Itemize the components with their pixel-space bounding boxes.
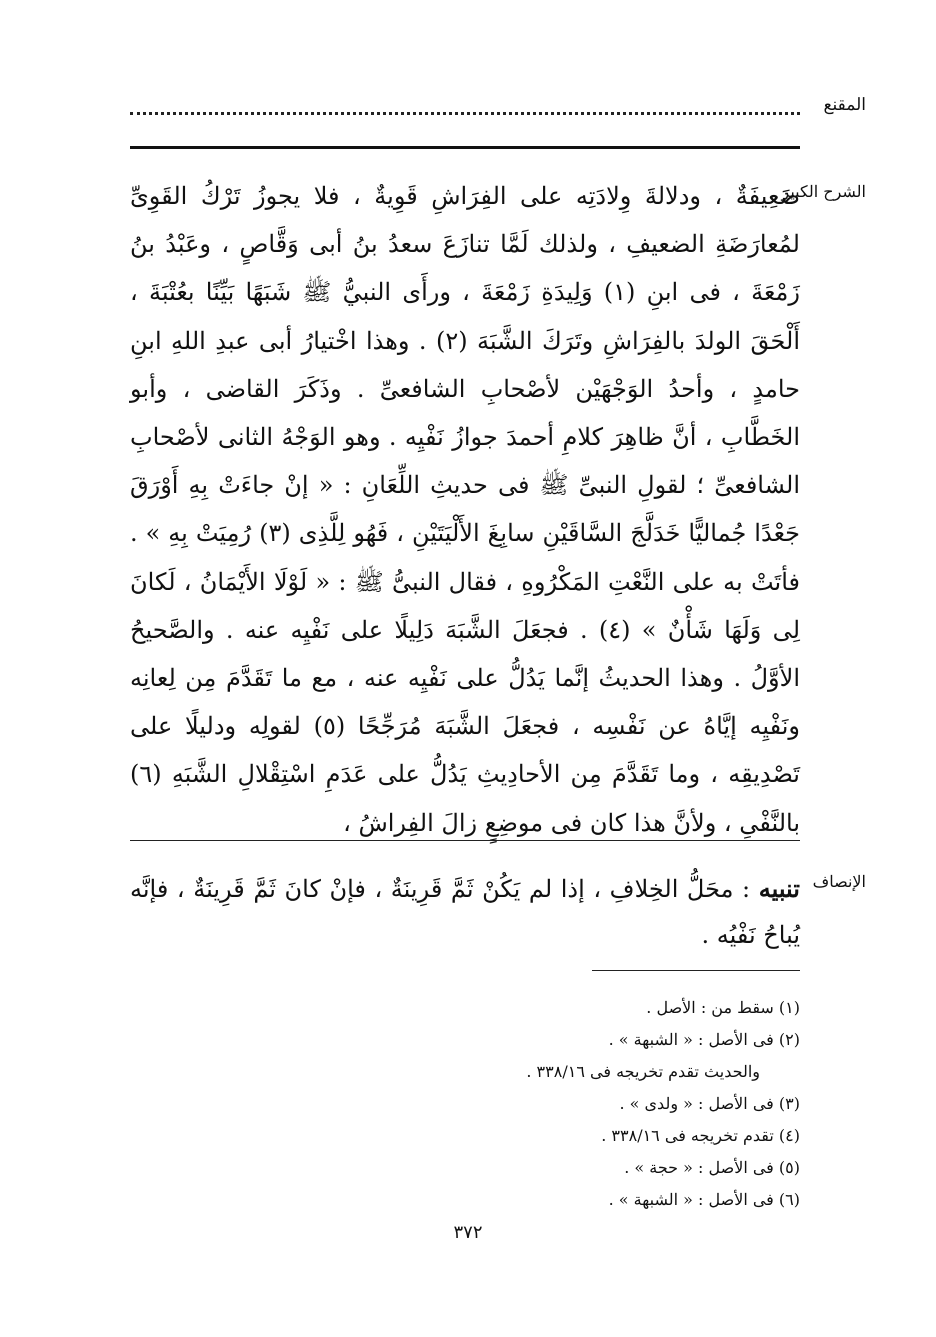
sharh-paragraph: ضَعِيفَةٌ ، ودلالةَ وِلادَتِه على الفِرَاشِ قَوِيةٌ ، فلا يجوزُ تَرْكُ القَوِىِّ لمُعارَضَةِ الضعيفِ ، ولذلك لَمَّا تنازَعَ سعدُ بنُ أبى وَقَّاصٍ ، وعَبْدُ بنُ زَمْعَةَ ، فى ابنِ (١) وَلِيدَةِ زَمْعَةَ ، ورأَى النبيُّ ﷺ شَبَهًا بَيِّنًا بعُتْبَةَ ، أَلْحَقَ الولدَ بالفِرَاشِ وتَرَكَ الشَّبَهَ (٢) . وهذا اخْتيارُ أبى عبدِ اللهِ ابنِ حامدٍ ، وأحدُ الوَجْهَيْن لأصْحابِ الشافعىِّ . وذَكَرَ القاضى ، وأبو الخَطَّابِ ، أنَّ ظاهِرَ كلامِ أحمدَ جوازُ نَفْيِه . وهو الوَجْهُ الثانى لأصْحابِ الشافعىِّ ؛ لقولِ النبىِّ ﷺ فى حديثِ اللِّعَانِ : « إنْ جاءَتْ بِهِ أَوْرَقَ جَعْدًا جُماليًّا خَدَلَّجَ السَّاقَيْنِ سابِغَ الأَلْيَتَيْنِ ، فَهُو لِلَّذِى (٣) رُمِيَتْ بِهِ » . فأتَتْ به على النَّعْتِ المَكْرُوهِ ، فقال النبىُّ ﷺ : « لَوْلَا الأَيْمَانُ ، لَكانَ لِى وَلَهَا شَأْنٌ » (٤) . فجعَلَ الشَّبَهَ دَلِيلًا على نَفْيِه عنه . والصَّحيحُ الأوَّلُ . وهذا الحديثُ إنَّما يَدُلُّ على نَفْيِه عنه ، مع ما تَقَدَّمَ مِن لِعانِه ونَفْيِه إيَّاهُ عن نَفْسِه ، فجعَلَ الشَّبَهَ مُرَجِّحًا (٥) لقولِه ودليلًا على تَصْدِيقِه ، وما تَقَدَّمَ مِن الأحادِيثِ يَدُلُّ على عَدَمِ اسْتِقْلالِ الشَّبَهِ (٦) بالنَّفْىِ ، ولأنَّ هذا كان فى موضِعٍ زالَ الفِراشُ ، [130,182,801,837]
insaf-body-text [130,866,800,958]
footnote-3: (٣) فى الأصل : « ولدى » . [619,1094,800,1113]
insaf-notice-text: : محَلُّ الخِلافِ ، إذا لم يَكُنْ ثَمَّ قَرِينَةٌ ، فإنْ كانَ ثَمَّ قَرِينَةٌ ، فإنَّه يُباحُ نَفْيُه . [130,875,800,949]
page-number: ٣٧٢ [453,1222,483,1243]
dotted-header-rule [130,112,800,115]
header-solid-rule [130,146,800,149]
footnote-1: (١) سقط من : الأصل . [646,998,800,1017]
footnote-rule [592,970,800,971]
footnote-6: (٦) فى الأصل : « الشبهة » . [608,1190,800,1209]
sharh-body-text [130,172,800,847]
footnote-5: (٥) فى الأصل : « حجة » . [624,1158,800,1177]
sharh-section-label: الشرح الكبير [781,182,866,201]
footnote-2-continuation: والحديث تقدم تخريجه فى ٣٣٨/١٦ . [526,1062,760,1081]
footnote-2: (٢) فى الأصل : « الشبهة » . [608,1030,800,1049]
footnotes [300,992,800,1216]
insaf-section-label: الإنصاف [812,872,866,891]
running-title: المقنع [823,95,866,115]
footnote-4: (٤) تقدم تخريجه فى ٣٣٨/١٦ . [601,1126,800,1145]
section-divider-rule [130,840,800,841]
insaf-notice-word: تنبيه [758,874,800,903]
